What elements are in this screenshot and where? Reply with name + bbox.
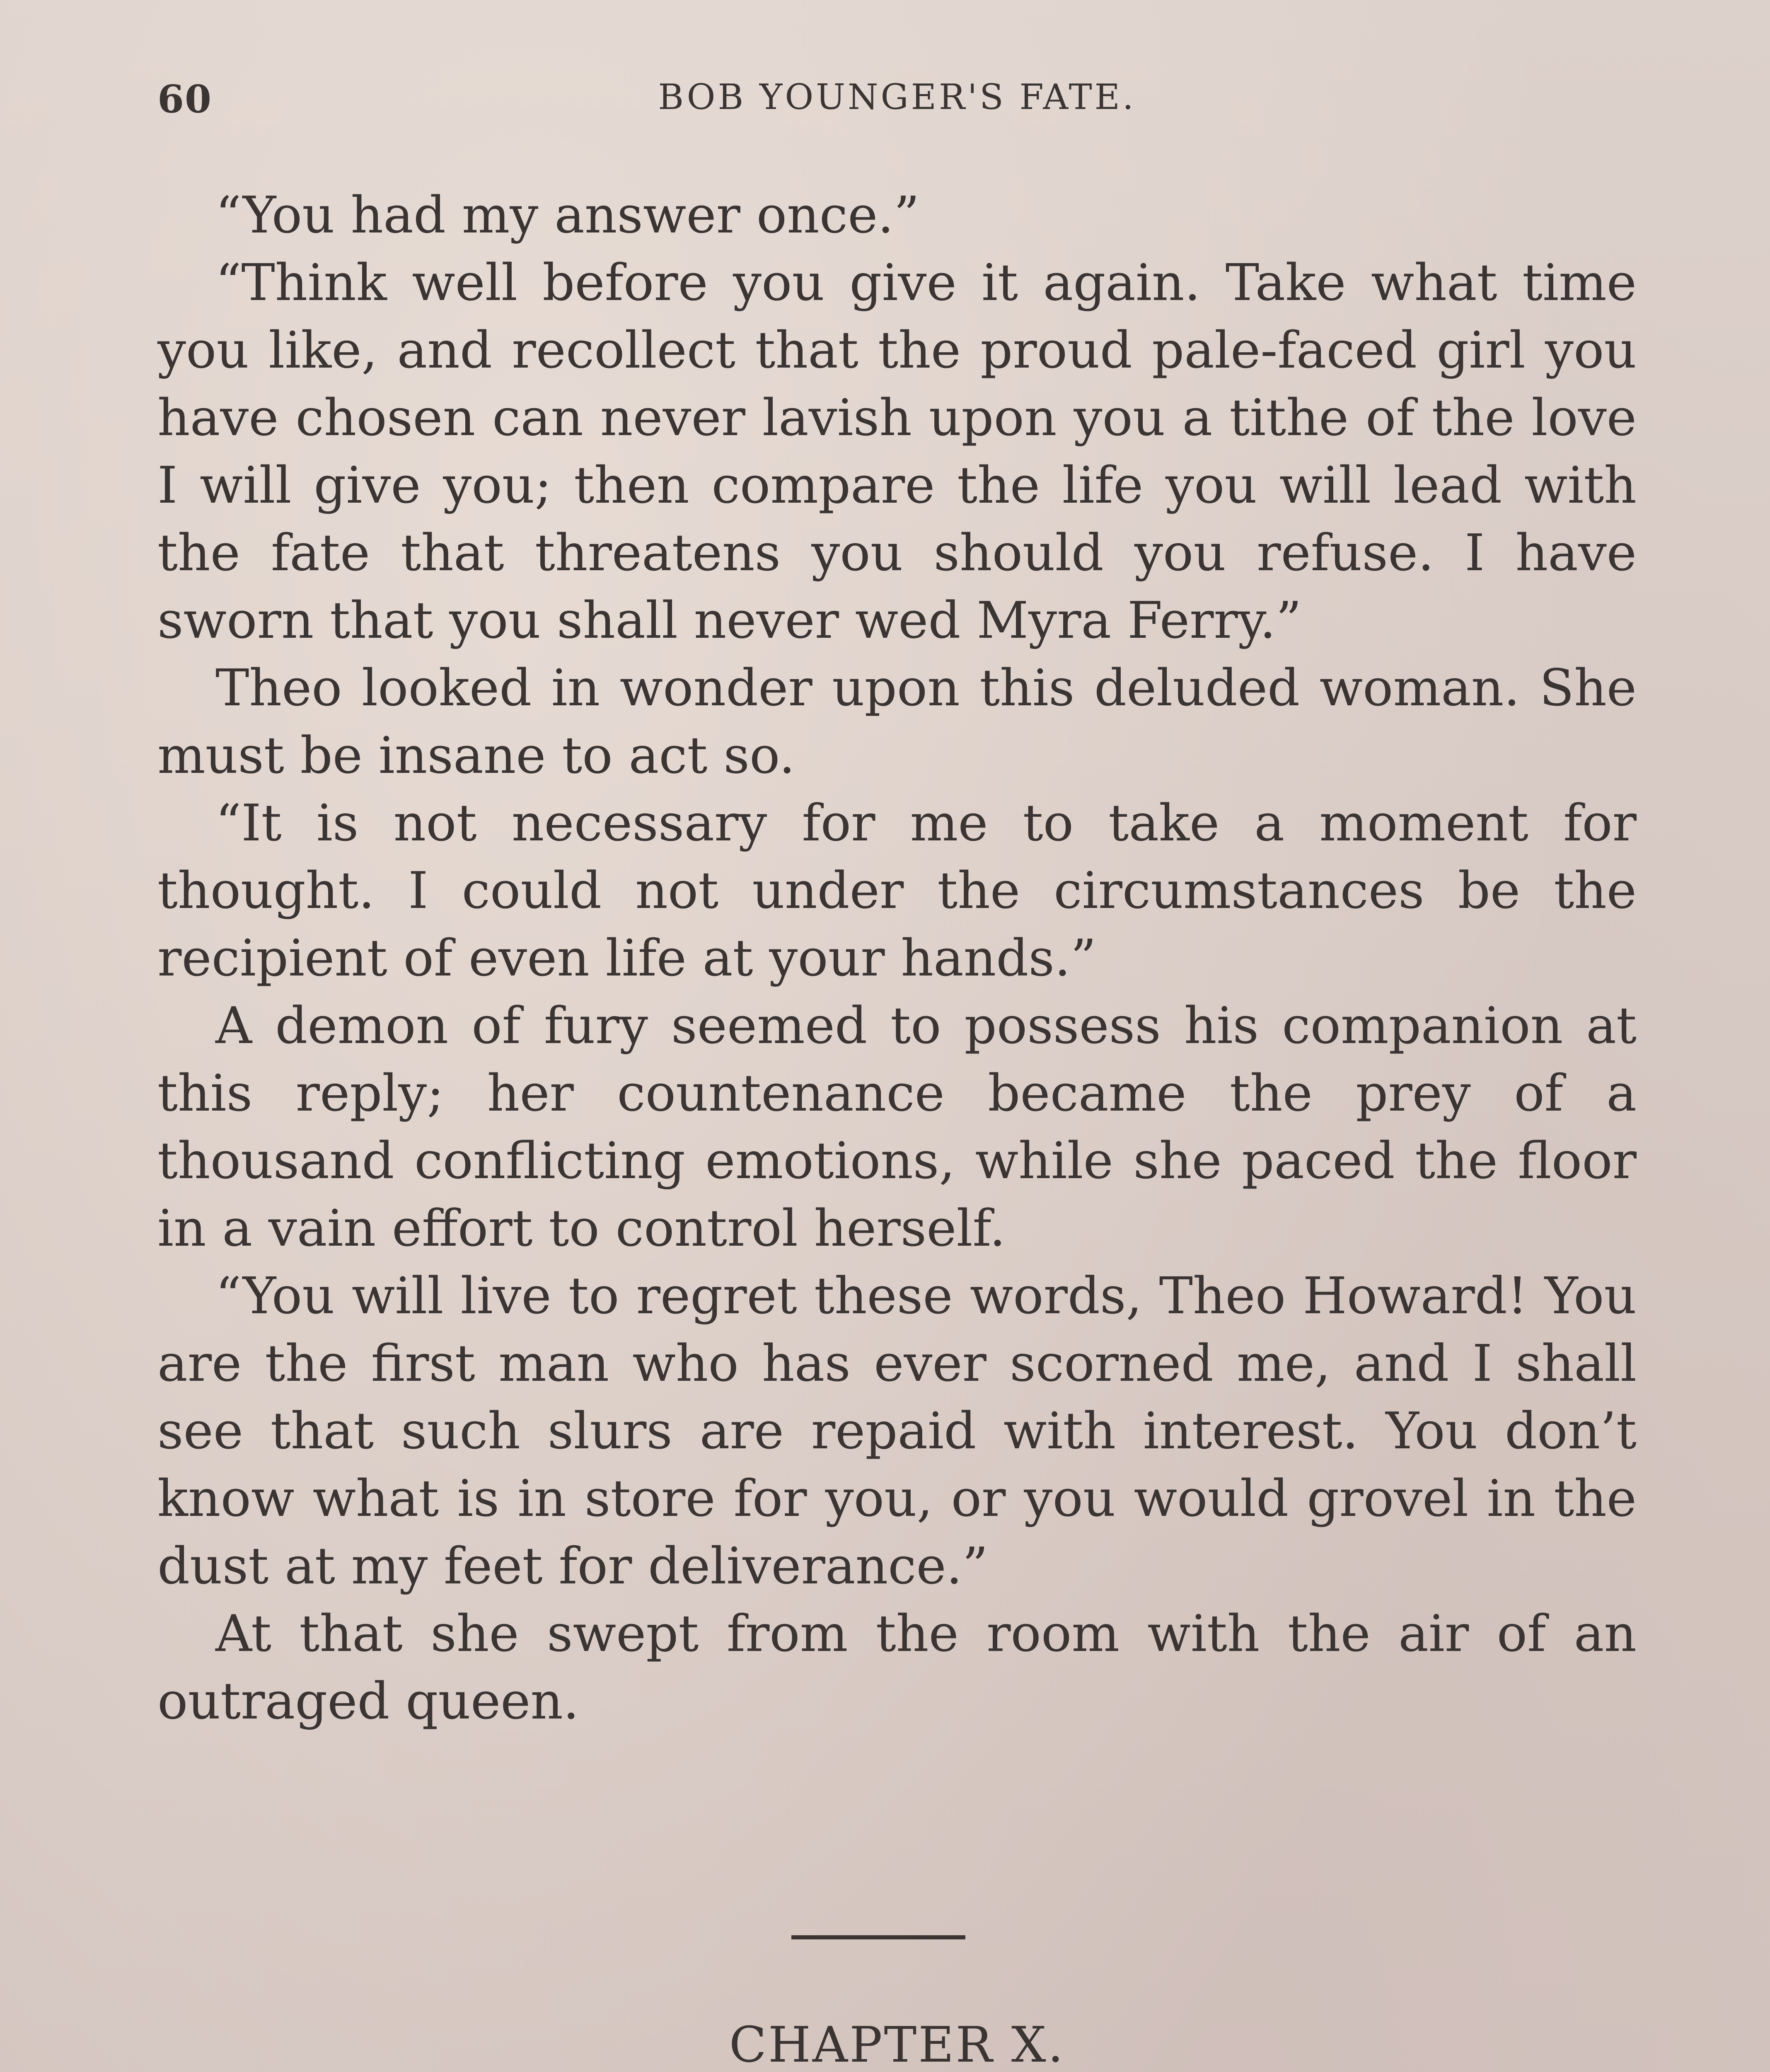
body-text: [157, 182, 1637, 1735]
section-divider: [791, 1935, 965, 1939]
running-title: BOB YOUNGER'S FATE.: [658, 77, 1136, 117]
paragraph: “You will live to regret these words, Theo Howard! You are the first man who has ever scorned me, and I shall see that such slurs are repaid with interest. You don’t know what is in store for you, or you would grovel in the dust at my feet for deliverance.”: [157, 1266, 1637, 1595]
paragraph: At that she swept from the room with the air of an outraged queen.: [157, 1604, 1637, 1731]
chapter-heading: CHAPTER X.: [729, 2016, 1065, 2072]
paragraph: “You had my answer once.”: [215, 186, 920, 244]
paragraph: Theo looked in wonder upon this deluded woman. She must be insane to act so.: [157, 658, 1637, 785]
book-page: [157, 0, 1637, 2072]
running-head: [157, 77, 1637, 131]
paragraph: A demon of fury seemed to possess his companion at this reply; her countenance became the prey of a thousand conflicting emotions, while she paced the floor in a vain effort to control herself.: [157, 996, 1637, 1258]
paragraph: “Think well before you give it again. Take what time you like, and recollect that the proud pale-faced girl you have chosen can never lavish upon you a tithe of the love I will give you; then compare the life you will lead with the fate that threatens you should you refuse. I have sworn that you shall never wed Myra Ferry.”: [157, 253, 1637, 650]
page-number: 60: [157, 77, 213, 121]
paragraph: “It is not necessary for me to take a moment for thought. I could not under the circumstances be the recipient of even life at your hands.”: [157, 794, 1637, 988]
